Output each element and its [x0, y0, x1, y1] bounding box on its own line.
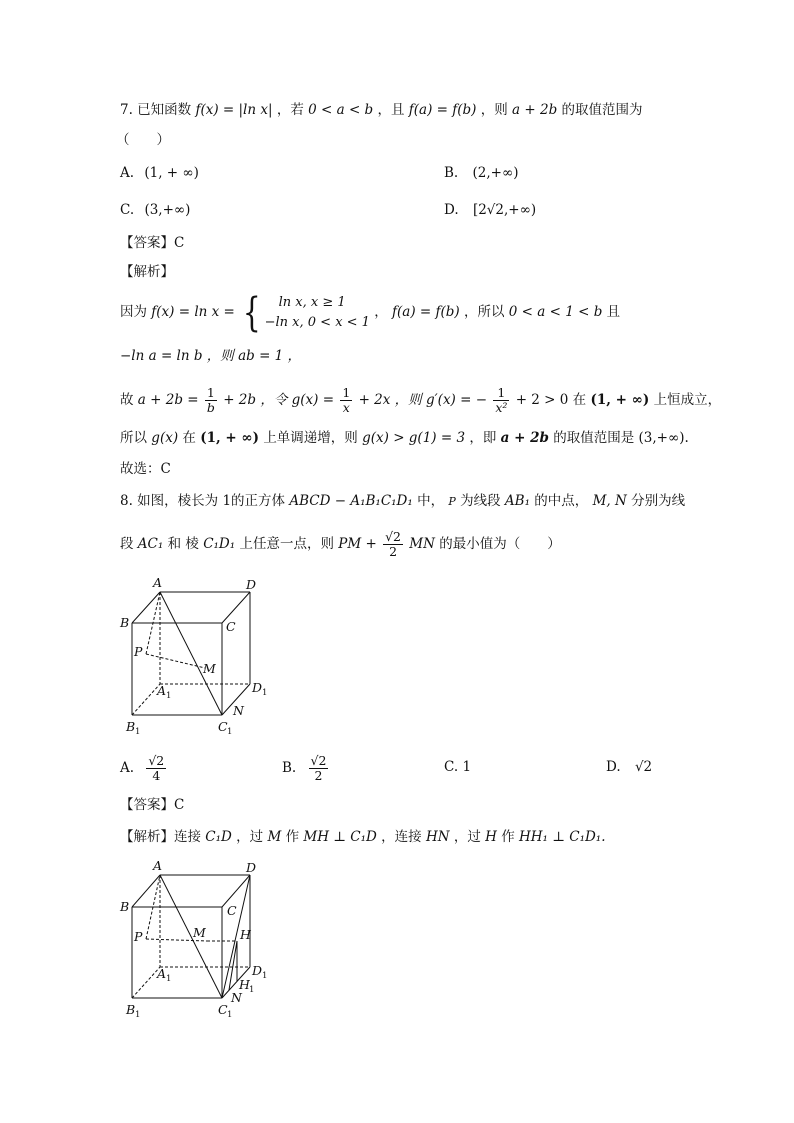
q7-s4-inequality: g(x) > g(1) = 3	[362, 430, 466, 446]
fig1-label-a1: A	[157, 683, 167, 698]
fig1-label-d: D	[246, 577, 257, 592]
q8-frac-sqrt2-over-2	[383, 530, 403, 559]
q7-option-d	[444, 200, 536, 220]
q8-option-b	[282, 748, 330, 788]
q7-s4-interval: (1, + ∞)	[200, 430, 260, 446]
fig2-label-n: N	[231, 990, 242, 1005]
q7-analysis-label: 【解析】	[120, 264, 174, 280]
q7-s3-text5: 上恒成立，	[653, 392, 722, 408]
fig2-label-b1-sub: 1	[135, 1010, 141, 1020]
q7-stem-text: 7. 已知函数	[120, 102, 192, 118]
q8-analysis-hh1: HH₁ ⊥ C₁D₁.	[519, 829, 606, 845]
q7-analysis-step1	[120, 289, 621, 336]
q8-expr-mn: MN	[409, 536, 435, 552]
fig1-label-m: M	[203, 661, 216, 676]
q8-frac-den: 2	[389, 544, 398, 559]
q8-segment-ac1: AC₁	[137, 536, 164, 552]
q8-points-mn: M, N	[592, 493, 627, 509]
fig2-label-d1-sub: 1	[262, 971, 268, 981]
fig1-label-d1-sub: 1	[262, 688, 268, 698]
q7-function: f(x) = |ln x|	[195, 102, 273, 118]
q7-s4-text2: 在	[182, 430, 196, 446]
q8-analysis-h: H	[485, 829, 497, 845]
q8-option-c	[444, 757, 471, 777]
fig1-label-d1: D	[252, 680, 263, 695]
edge-b-a	[132, 875, 160, 907]
q8-l2-text2: 和 棱	[167, 536, 199, 552]
q8-stem-line1	[120, 491, 685, 512]
q7-s4-text4: ，即	[469, 430, 497, 446]
q7-s4-range: (3,+∞).	[638, 430, 689, 446]
fig1-label-c1: C	[218, 719, 228, 734]
q7-equation: f(a) = f(b)	[408, 102, 477, 118]
q8-option-d-key: D.	[606, 759, 621, 775]
q8-option-c-text: 1	[462, 759, 472, 775]
q8-point-p: P	[448, 495, 456, 508]
q8-analysis-m: M	[267, 829, 282, 845]
q7-s4-expr: a + 2b	[500, 430, 549, 446]
q7-analysis-step3	[120, 380, 721, 420]
q8-analysis	[120, 827, 606, 847]
q7-s1-function: f(x) = ln x =	[151, 304, 235, 320]
fig2-label-c1-sub: 1	[227, 1010, 233, 1020]
q8-cube-figure-1	[115, 575, 285, 740]
q8-l2-text4: 的最小值为（ ）	[439, 536, 561, 552]
q8-option-b-num: √2	[310, 753, 327, 768]
q7-frac-1-over-x: $\frac{1}{x}$	[342, 385, 351, 415]
q7-option-d-text: [2√2,+∞)	[472, 202, 537, 218]
q7-condition: 0 < a < b	[308, 102, 374, 118]
q8-l1-text5: 分别为线	[631, 493, 686, 509]
q8-analysis-text: 【解析】连接	[120, 829, 201, 845]
q8-frac-num: √2	[385, 529, 401, 544]
q8-l1-text: 8. 如图，棱长为 1的正方体	[120, 493, 286, 509]
fig1-label-b1-sub: 1	[135, 727, 141, 737]
fig1-label-c1-sub: 1	[227, 727, 233, 737]
fig2-label-a1: A	[157, 966, 167, 981]
q8-l1-text4: 的中点，	[534, 493, 589, 509]
q7-s3-derivative: g′(x) = −	[425, 392, 488, 408]
q7-s3-gx: g(x) =	[291, 392, 335, 408]
fig1-label-b: B	[120, 615, 130, 630]
fig2-label-m: M	[193, 925, 206, 940]
fig1-label-a: A	[153, 575, 163, 590]
q8-edge-c1d1: C₁D₁	[203, 536, 236, 552]
q8-analysis-mh: MH ⊥ C₁D	[303, 829, 377, 845]
fig2-label-b1: B	[126, 1002, 136, 1017]
q8-option-a-den: 4	[152, 768, 161, 783]
q7-s3-text3: + 2x ，则	[358, 392, 422, 408]
fig2-label-h1: H	[239, 977, 250, 992]
q7-blank: （ ）	[116, 132, 170, 148]
q7-s3-text4: + 2 > 0 在	[515, 392, 587, 408]
q7-s3-text: 故	[120, 392, 134, 408]
q7-option-a-text: (1, + ∞)	[144, 165, 199, 181]
fig2-label-a: A	[153, 858, 163, 873]
q7-s4-text3: 上单调递增，则	[263, 430, 358, 446]
q8-option-a-num: √2	[148, 753, 165, 768]
q7-option-b-key: B.	[444, 165, 459, 181]
q8-option-a	[120, 748, 168, 788]
q7-s1-equation: f(a) = f(b)	[392, 304, 460, 320]
q7-s1-condition: 0 < a < 1 < b	[508, 304, 603, 320]
q7-frac-1-over-b: $\frac{1}{b}$	[206, 385, 215, 415]
q7-s4-text5: 的取值范围是	[553, 430, 635, 446]
q7-s2-text: −ln a = ln b ，则 ab = 1 ，	[120, 348, 302, 364]
q8-analysis-text6: 作	[501, 829, 515, 845]
fig1-label-n: N	[233, 703, 244, 718]
fig2-label-c1: C	[218, 1002, 228, 1017]
fig1-label-a1-sub: 1	[166, 691, 172, 701]
q8-expr-pm: PM +	[338, 536, 377, 552]
fig2-label-d: D	[246, 860, 257, 875]
q8-analysis-text4: ，连接	[381, 829, 422, 845]
fig1-label-c: C	[226, 619, 236, 634]
q7-option-a	[120, 163, 199, 183]
q8-option-d-text: √2	[634, 759, 653, 775]
q7-stem-text5: 的取值范围为	[561, 102, 643, 118]
q7-stem-text4: ，则	[480, 102, 508, 118]
q8-l2-text: 段	[120, 536, 134, 552]
q7-expression: a + 2b	[512, 102, 558, 118]
q7-stem-text3: ，且	[377, 102, 405, 118]
q7-analysis-step2	[120, 346, 301, 366]
q8-answer: 【答案】C	[120, 797, 185, 813]
q7-s1-comma: ，	[374, 304, 388, 320]
q7-s4-text: 所以	[120, 430, 147, 446]
q7-analysis-step4	[120, 428, 689, 448]
fig2-label-h: H	[240, 927, 251, 942]
q8-analysis-text2: ，过	[236, 829, 264, 845]
q7-option-a-key: A.	[120, 165, 135, 181]
q8-option-b-den: 2	[314, 768, 323, 783]
fig1-label-b1: B	[126, 719, 136, 734]
q7-conclusion: 故选：C	[120, 461, 171, 477]
q8-cube-name: ABCD − A₁B₁C₁D₁	[289, 493, 413, 509]
edge-b-a	[132, 592, 160, 623]
q8-l1-text2: 中，	[417, 493, 445, 509]
q7-case2: −ln x, 0 < x < 1	[264, 314, 370, 330]
q8-segment-ab1: AB₁	[504, 493, 530, 509]
fig2-label-p: P	[134, 929, 143, 944]
q7-option-d-key: D.	[444, 202, 459, 218]
q8-cube-figure-2	[115, 855, 285, 1025]
q8-analysis-text3: 作	[285, 829, 300, 845]
q8-analysis-c1d: C₁D	[205, 829, 232, 845]
segment-pm-hidden	[146, 654, 205, 668]
q8-analysis-hn: HN	[425, 829, 450, 845]
q7-s3-text2: + 2b ，令	[223, 392, 288, 408]
q7-stem-text2: ，若	[276, 102, 304, 118]
q7-stem	[120, 100, 643, 120]
q8-option-d	[606, 757, 652, 777]
q7-s3-expr: a + 2b =	[137, 392, 199, 408]
q7-option-b-text: (2,+∞)	[472, 165, 519, 181]
q7-option-b	[444, 163, 519, 183]
edge-b1-a1-hidden	[132, 967, 160, 998]
brace-icon: {	[242, 289, 261, 336]
fig1-label-p: P	[134, 644, 143, 659]
q7-piecewise	[239, 289, 370, 336]
q7-option-c	[120, 200, 190, 220]
q7-s3-interval: (1, + ∞)	[590, 392, 650, 408]
q8-option-a-frac	[146, 754, 166, 783]
q8-option-b-key: B.	[282, 760, 297, 776]
q7-frac-1-over-x2: $\frac{1}{\text{x²}}$	[495, 385, 508, 415]
q8-l2-text3: 上任意一点，则	[239, 536, 334, 552]
q7-s4-gx: g(x)	[151, 430, 179, 446]
fig2-label-h1-sub: 1	[249, 985, 255, 995]
q7-case1: ln x, x ≥ 1	[278, 294, 346, 310]
fig2-label-c: C	[227, 903, 237, 918]
fig2-label-d1: D	[252, 963, 263, 978]
q7-option-c-key: C.	[120, 202, 135, 218]
q7-option-c-text: (3,+∞)	[144, 202, 191, 218]
q8-option-c-key: C.	[444, 759, 459, 775]
q8-analysis-text5: ，过	[453, 829, 481, 845]
q8-l1-text3: 为线段	[460, 493, 501, 509]
q8-option-b-frac	[309, 754, 329, 783]
q7-s1-text3: 且	[606, 304, 621, 320]
q8-option-a-key: A.	[120, 760, 135, 776]
fig2-label-b: B	[120, 899, 130, 914]
fig2-label-a1-sub: 1	[166, 974, 172, 984]
q8-stem-line2	[120, 524, 561, 564]
q7-answer: 【答案】C	[120, 235, 185, 251]
q7-s1-text2: ，所以	[464, 304, 505, 320]
edge-b1-a1-hidden	[132, 684, 160, 715]
q7-s1-text: 因为	[120, 304, 147, 320]
